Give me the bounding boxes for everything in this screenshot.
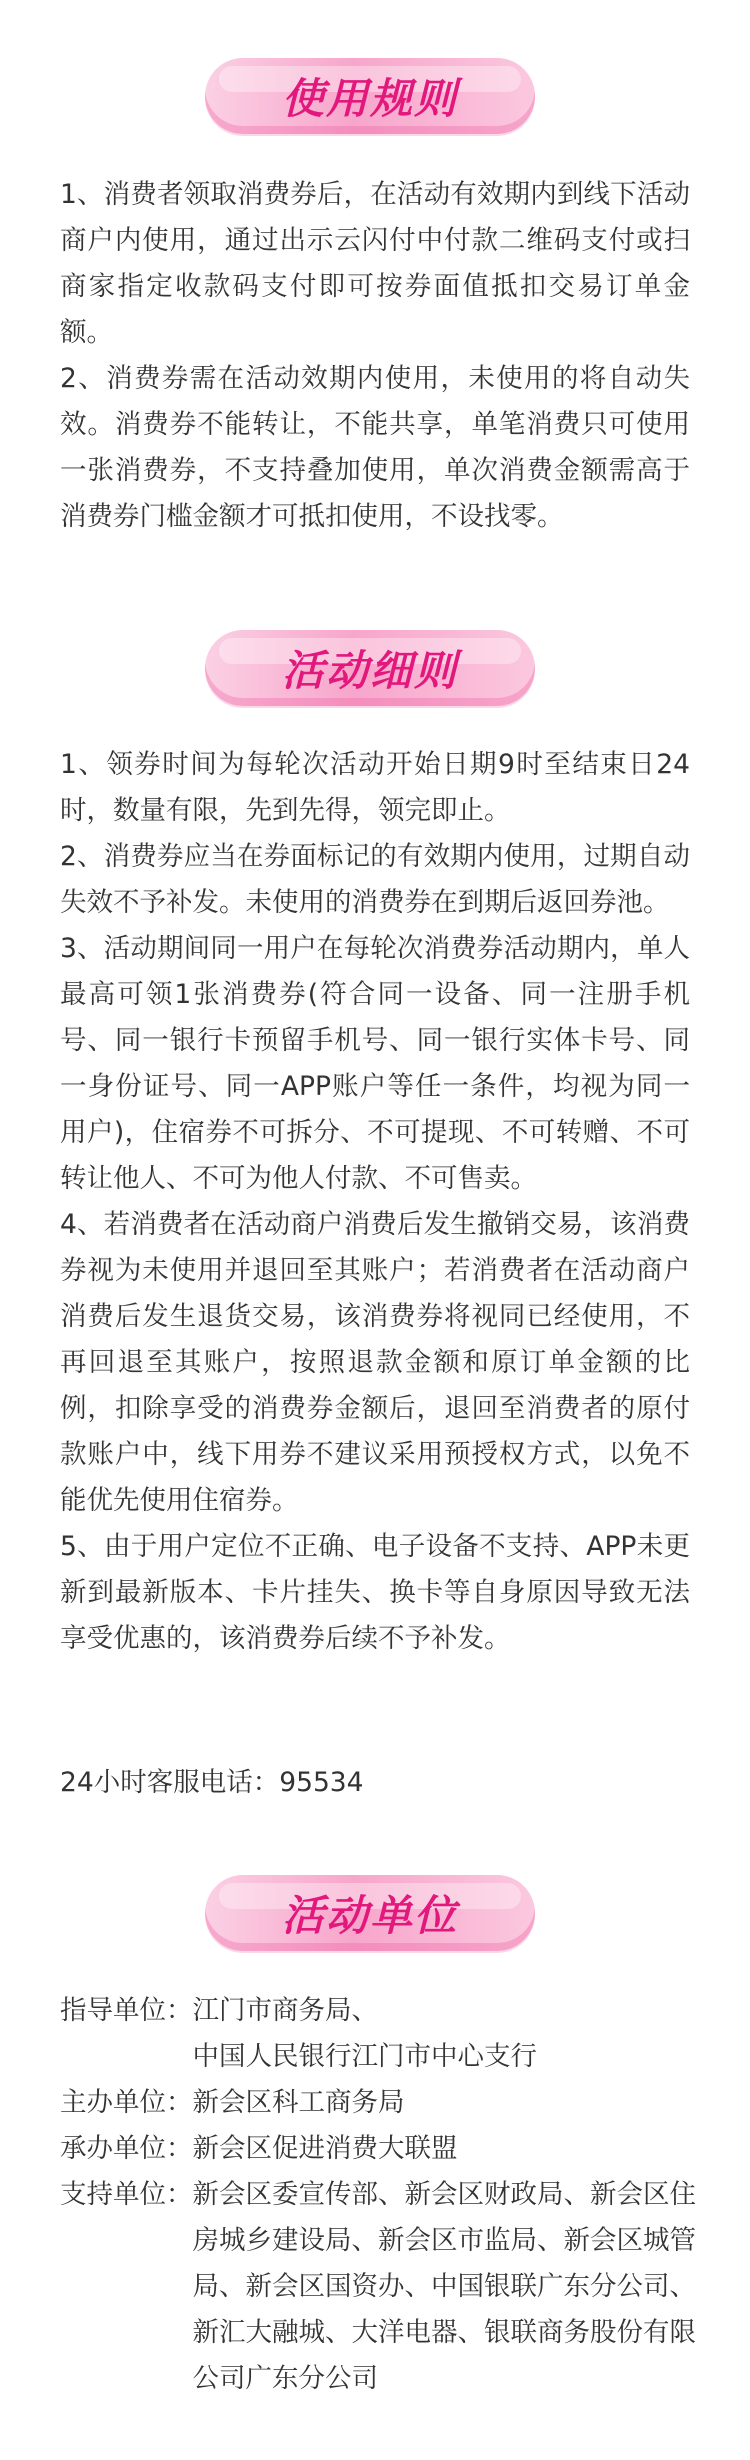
- unit-label: 承办单位：: [60, 2133, 193, 2164]
- details-text-block: [60, 742, 690, 1662]
- rules-paragraph-2: 2、消费券需在活动效期内使用，未使用的将自动失效。消费券不能转让，不能共享，单笔消费只可使用一张消费券，不支持叠加使用，单次消费金额需高于消费券门槛金额才可抵扣使用，不设找零。: [60, 363, 690, 532]
- unit-row-organizer: [60, 2126, 700, 2172]
- rules-paragraph-1: 1、消费者领取消费券后，在活动有效期内到线下活动商户内使用，通过出示云闪付中付款二维码支付或扫商家指定收款码支付即可按券面值抵扣交易订单金额。: [60, 179, 690, 348]
- unit-label: 支持单位：: [60, 2179, 193, 2210]
- unit-value: [193, 2172, 701, 2402]
- details-paragraph-5: 5、由于用户定位不正确、电子设备不支持、APP未更新到最新版本、卡片挂失、换卡等自身原因导致无法享受优惠的，该消费券后续不予补发。: [60, 1531, 690, 1654]
- unit-label: 主办单位：: [60, 2087, 193, 2118]
- details-paragraph-1: 1、领券时间为每轮次活动开始日期9时至结束日24时，数量有限，先到先得，领完即止。: [60, 749, 690, 826]
- units-section-title: 活动单位: [281, 1891, 458, 1940]
- unit-value-line: 中国人民银行江门市中心支行: [192, 2041, 537, 2072]
- unit-value-line: 新会区委宣传部、新会区财政局、新会区住房城乡建设局、新会区市监局、新会区城管局、新会区国资办、中国银联广东分公司、新汇大融城、大洋电器、银联商务股份有限公司广东分公司: [192, 2179, 696, 2394]
- unit-row-guide: [60, 1988, 700, 2080]
- details-section-title: 活动细则: [281, 646, 458, 695]
- unit-row-host: [60, 2080, 700, 2126]
- hotline-text: 24小时客服电话：95534: [60, 1767, 364, 1798]
- unit-value: [193, 1988, 701, 2080]
- rules-section-title: 使用规则: [281, 74, 458, 123]
- unit-value-line: 新会区科工商务局: [192, 2087, 405, 2118]
- units-list: [60, 1988, 700, 2402]
- rules-header-banner: [205, 58, 535, 134]
- details-paragraph-4: 4、若消费者在活动商户消费后发生撤销交易，该消费券视为未使用并退回至其账户；若消费者在活动商户消费后发生退货交易，该消费券将视同已经使用，不再回退至其账户，按照退款金额和原订单金额的比例，扣除享受的消费券金额后，退回至消费者的原付款账户中，线下用券不建议采用预授权方式，以免不能优先使用住宿券。: [60, 1209, 690, 1516]
- hotline-line: [60, 1760, 690, 1806]
- unit-value-line: 新会区促进消费大联盟: [192, 2133, 458, 2164]
- details-paragraph-3: 3、活动期间同一用户在每轮次消费券活动期内，单人最高可领1张消费券(符合同一设备、同一注册手机号、同一银行卡预留手机号、同一银行实体卡号、同一身份证号、同一APP账户等任一条件，均视为同一用户)，住宿券不可拆分、不可提现、不可转赠、不可转让他人、不可为他人付款、不可售卖。: [60, 933, 690, 1194]
- details-paragraph-2: 2、消费券应当在券面标记的有效期内使用，过期自动失效不予补发。未使用的消费券在到期后返回券池。: [60, 841, 690, 918]
- unit-label: 指导单位：: [60, 1995, 193, 2026]
- units-header-banner: [205, 1875, 535, 1951]
- rules-text-block: [60, 172, 690, 540]
- unit-value: [193, 2126, 701, 2172]
- details-header-banner: [205, 630, 535, 706]
- unit-row-support: [60, 2172, 700, 2402]
- unit-value-line: 江门市商务局、: [192, 1995, 378, 2026]
- unit-value: [193, 2080, 701, 2126]
